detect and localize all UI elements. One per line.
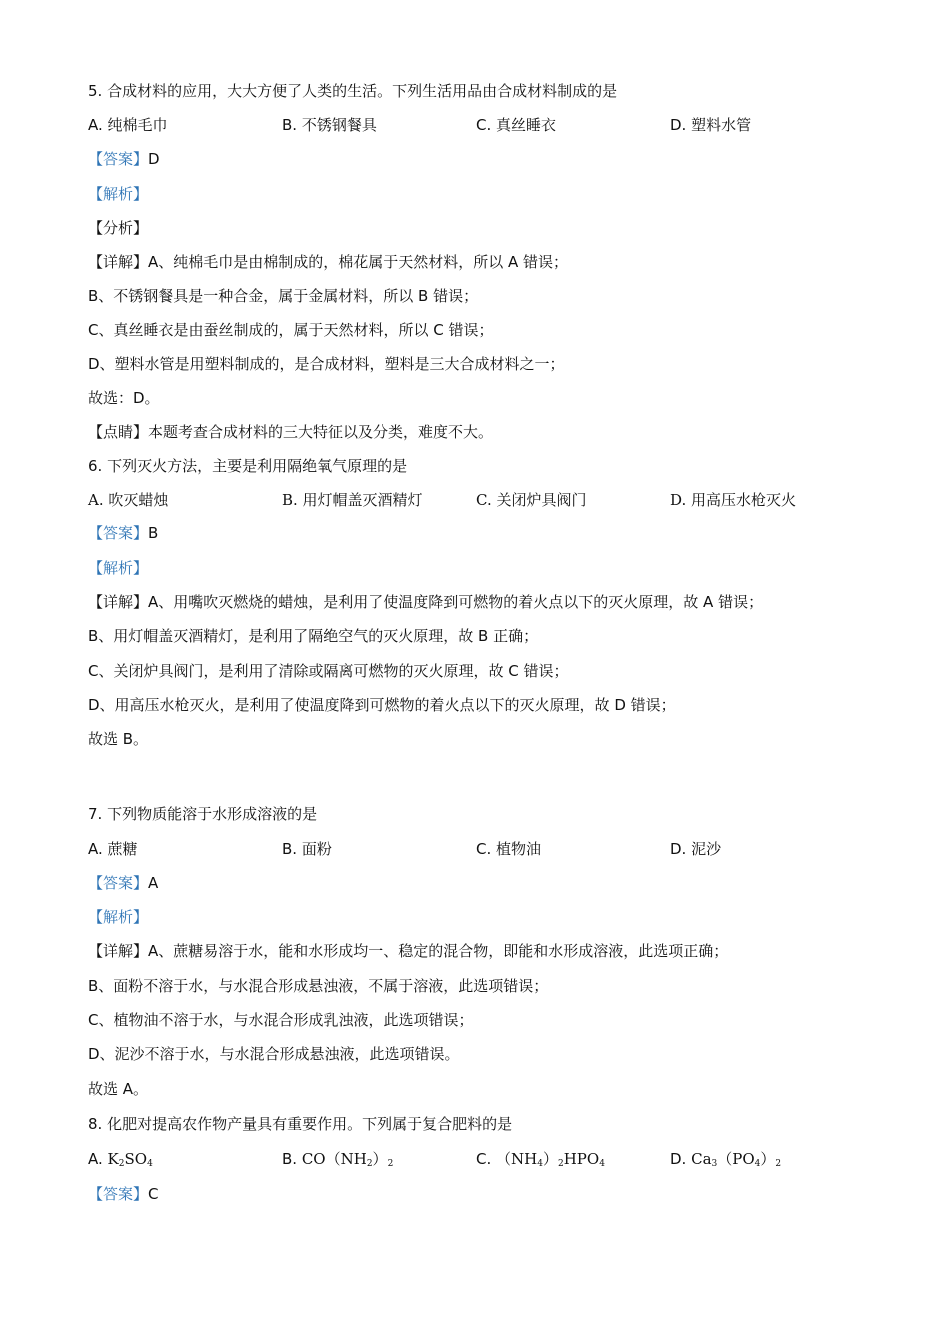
q5-detail-line: B、不锈钢餐具是一种合金，属于金属材料，所以 B 错误； xyxy=(88,287,479,305)
q5-detail-line: 【详解】A、纯棉毛巾是由棉制成的，棉花属于天然材料，所以 A 错误； xyxy=(88,253,569,271)
formula-subscript: 4 xyxy=(599,1159,605,1169)
formula-subscript: 2 xyxy=(366,1159,373,1169)
answer-value: C xyxy=(148,1185,159,1203)
q5-answer xyxy=(88,148,160,170)
q7-detail-line: C、植物油不溶于水，与水混合形成乳浊液，此选项错误； xyxy=(88,1011,474,1029)
q5-option-c: C. 真丝睡衣 xyxy=(476,116,557,134)
q7-detail-line: D、泥沙不溶于水，与水混合形成悬浊液，此选项错误。 xyxy=(88,1045,460,1063)
q6-answer xyxy=(88,522,158,544)
q7-answer xyxy=(88,872,158,894)
formula-subscript: 4 xyxy=(754,1159,761,1169)
q6-detail-line: D、用高压水枪灭火，是利用了使温度降到可燃物的着火点以下的灭火原理，故 D 错误； xyxy=(88,696,676,714)
q5-conclusion: 故选：D。 xyxy=(88,389,160,407)
formula-subscript: 4 xyxy=(537,1159,543,1169)
q8-answer xyxy=(88,1183,159,1205)
answer-value: B xyxy=(148,524,159,542)
formula-subscript: 3 xyxy=(711,1159,718,1169)
q6-detail-line: 【详解】A、用嘴吹灭燃烧的蜡烛，是利用了使温度降到可燃物的着火点以下的灭火原理，故 A 错误； xyxy=(88,593,764,611)
q7-option-b: B. 面粉 xyxy=(282,840,332,858)
q7-detail-line: B、面粉不溶于水，与水混合形成悬浊液，不属于溶液，此选项错误； xyxy=(88,977,549,995)
q5-option-d: D. 塑料水管 xyxy=(670,116,752,134)
option-label: D. xyxy=(670,1150,692,1168)
formula-part: ） xyxy=(760,1150,776,1168)
q5-analysis-tag: 【解析】 xyxy=(88,185,149,203)
formula-part: K xyxy=(107,1150,119,1168)
answer-value: D xyxy=(148,150,160,168)
question-5-stem: 5. 合成材料的应用，大大方便了人类的生活。下列生活用品由合成材料制成的是 xyxy=(88,82,618,100)
formula-part: （PO xyxy=(717,1150,755,1168)
q6-detail-line: B、用灯帽盖灭酒精灯，是利用了隔绝空气的灭火原理，故 B 正确； xyxy=(88,627,539,645)
answer-value: A xyxy=(148,874,159,892)
option-label: B. xyxy=(282,1150,302,1168)
q5-option-a: A. 纯棉毛巾 xyxy=(88,116,168,134)
q7-conclusion: 故选 A。 xyxy=(88,1080,149,1098)
option-label: A. xyxy=(88,1150,108,1168)
q8-option-c xyxy=(476,1148,605,1170)
q6-option-a: A. 吹灭蜡烛 xyxy=(88,491,169,509)
formula-part: ） xyxy=(372,1150,388,1168)
q5-option-b: B. 不锈钢餐具 xyxy=(282,116,377,134)
q8-option-b xyxy=(282,1148,393,1170)
q6-detail-line: C、关闭炉具阀门，是利用了清除或隔离可燃物的灭火原理，故 C 错误； xyxy=(88,662,569,680)
formula-subscript: 2 xyxy=(557,1159,564,1169)
q7-analysis-tag: 【解析】 xyxy=(88,908,149,926)
question-7-stem: 7. 下列物质能溶于水形成溶液的是 xyxy=(88,805,318,823)
answer-tag: 【答案】 xyxy=(88,874,149,892)
formula-subscript: 4 xyxy=(147,1159,153,1169)
formula-subscript: 2 xyxy=(118,1159,125,1169)
formula-part: （NH xyxy=(496,1150,538,1168)
q8-option-a xyxy=(88,1148,153,1170)
question-8-stem: 8. 化肥对提高农作物产量具有重要作用。下列属于复合肥料的是 xyxy=(88,1115,513,1133)
formula-subscript: 2 xyxy=(387,1159,394,1169)
q6-option-c: C. 关闭炉具阀门 xyxy=(476,491,587,509)
q6-analysis-tag: 【解析】 xyxy=(88,559,149,577)
formula-subscript: 2 xyxy=(775,1159,782,1169)
q6-option-d: D. 用高压水枪灭火 xyxy=(670,491,797,509)
q5-detail-line: C、真丝睡衣是由蚕丝制成的，属于天然材料，所以 C 错误； xyxy=(88,321,494,339)
question-6-stem: 6. 下列灭火方法，主要是利用隔绝氧气原理的是 xyxy=(88,457,408,475)
formula-part: ） xyxy=(542,1150,558,1168)
answer-tag: 【答案】 xyxy=(88,150,149,168)
q6-option-b: B. 用灯帽盖灭酒精灯 xyxy=(282,491,423,509)
formula-part: Ca xyxy=(691,1150,712,1168)
formula-part: CO（NH xyxy=(301,1150,367,1168)
option-label: C. xyxy=(476,1150,497,1168)
answer-tag: 【答案】 xyxy=(88,524,149,542)
formula-part: SO xyxy=(124,1150,148,1168)
q7-option-d: D. 泥沙 xyxy=(670,840,722,858)
q7-detail-line: 【详解】A、蔗糖易溶于水，能和水形成均一、稳定的混合物，即能和水形成溶液，此选项正确； xyxy=(88,942,729,960)
q5-dianjing: 【点睛】本题考查合成材料的三大特征以及分类，难度不大。 xyxy=(88,423,494,441)
answer-tag: 【答案】 xyxy=(88,1185,149,1203)
q5-fenxi-tag: 【分析】 xyxy=(88,219,149,237)
q8-option-d xyxy=(670,1148,781,1170)
q5-detail-line: D、塑料水管是用塑料制成的，是合成材料，塑料是三大合成材料之一； xyxy=(88,355,565,373)
formula-part: HPO xyxy=(563,1150,600,1168)
q7-option-a: A. 蔗糖 xyxy=(88,840,138,858)
q6-conclusion: 故选 B。 xyxy=(88,730,149,748)
q7-option-c: C. 植物油 xyxy=(476,840,542,858)
